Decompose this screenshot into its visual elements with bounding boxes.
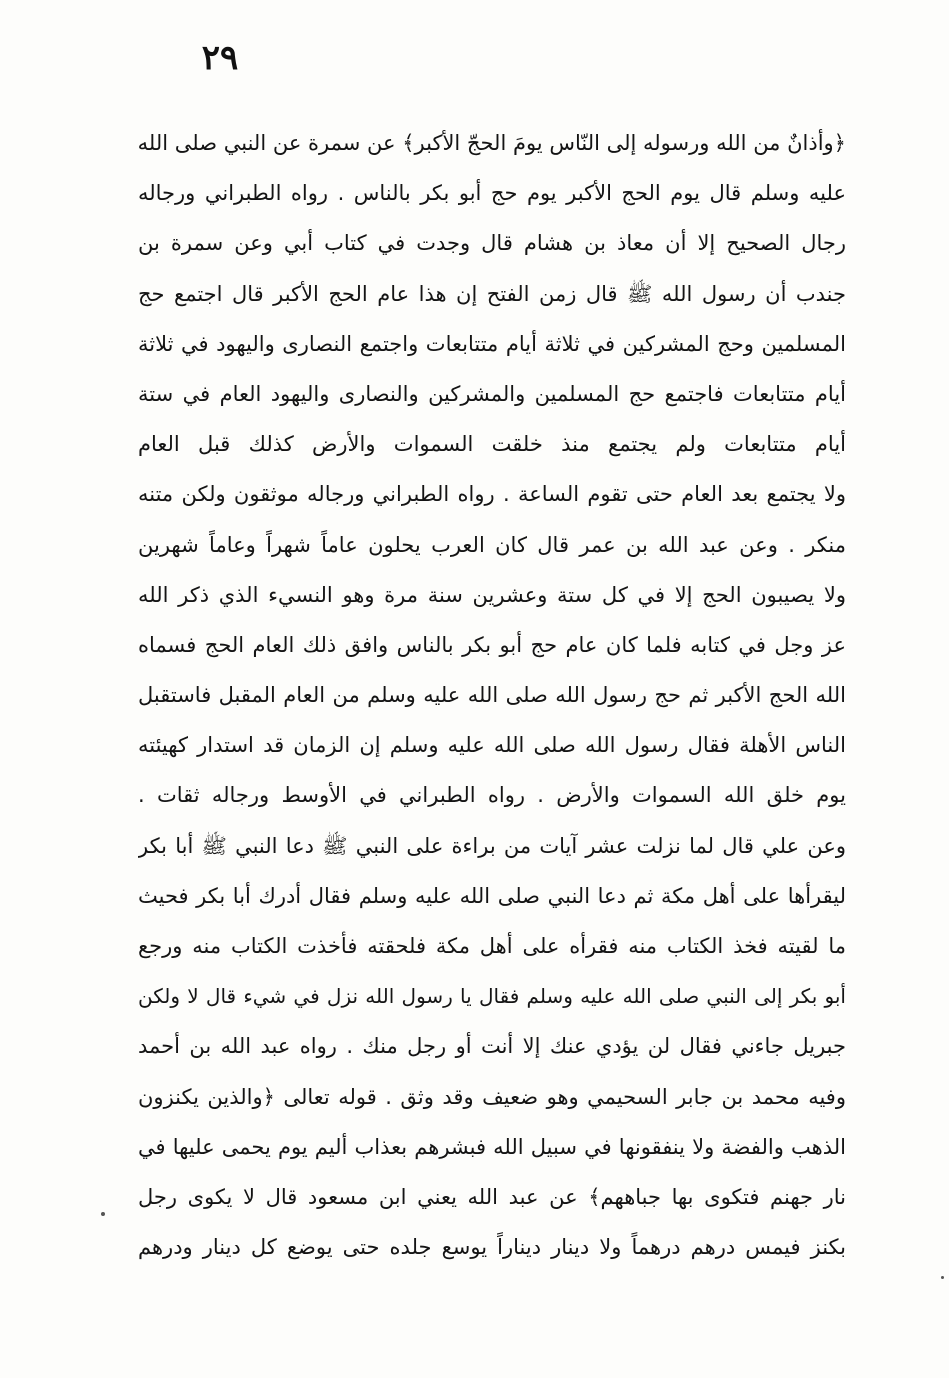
text-line: ولا يجتمع بعد العام حتى تقوم الساعة . رواه الطبراني ورجاله موثقون ولكن متنه bbox=[138, 482, 846, 507]
text-line: الناس الأهلة فقال رسول الله صلى الله عليه وسلم إن الزمان قد استدار كهيئته bbox=[138, 733, 846, 758]
text-line: وفيه محمد بن جابر السحيمي وهو ضعيف وقد وثق . قوله تعالى ﴿والذين يكنزون bbox=[138, 1084, 846, 1109]
text-line: عليه وسلم قال يوم الحج الأكبر يوم حج أبو بكر بالناس . رواه الطبراني ورجاله bbox=[138, 181, 846, 206]
text-line: أبو بكر إلى النبي صلى الله عليه وسلم فقال يا رسول الله نزل في شيء قال لا ولكن bbox=[138, 984, 846, 1009]
ink-speck bbox=[101, 1212, 105, 1216]
text-line: بكنز فيمس درهم درهماً ولا دينار ديناراً يوسع جلده حتى يوضع كل دينار ودرهم bbox=[138, 1235, 846, 1260]
text-line: منكر . وعن عبد الله بن عمر قال كان العرب يحلون عاماً شهراً وعاماً شهرين bbox=[138, 532, 846, 557]
page-number: ٢٩ bbox=[201, 38, 239, 78]
text-line: أيام متتابعات فاجتمع حج المسلمين والمشركين والنصارى واليهود العام في ستة bbox=[138, 381, 846, 406]
text-line: عز وجل في كتابه فلما كان عام حج أبو بكر بالناس وافق ذلك العام الحج فسماه bbox=[138, 632, 846, 657]
text-line: رجال الصحيح إلا أن معاذ بن هشام قال وجدت في كتاب أبي وعن سمرة بن bbox=[138, 231, 846, 256]
text-line: الذهب والفضة ولا ينفقونها في سبيل الله فبشرهم بعذاب أليم يوم يحمى عليها في bbox=[138, 1134, 846, 1159]
text-line: ولا يصيبون الحج إلا في كل ستة وعشرين سنة مرة وهو النسيء الذي ذكر الله bbox=[138, 582, 846, 607]
text-line: يوم خلق الله السموات والأرض . رواه الطبراني في الأوسط ورجاله ثقات . bbox=[138, 783, 846, 808]
text-line: المسلمين وحج المشركين في ثلاثة أيام متتابعات واجتمع النصارى واليهود في ثلاثة bbox=[138, 331, 846, 356]
text-line: نار جهنم فتكوى بها جباههم﴾ عن عبد الله يعني ابن مسعود قال لا يكوى رجل bbox=[138, 1184, 846, 1209]
ink-speck bbox=[941, 1276, 944, 1279]
text-line: ما لقيته فخذ الكتاب منه فقرأه على أهل مكة فلحقته فأخذت الكتاب منه ورجع bbox=[138, 934, 846, 958]
text-line: جندب أن رسول الله ﷺ قال زمن الفتح إن هذا عام الحج الأكبر قال اجتمع حج bbox=[138, 281, 846, 306]
text-line: ﴿وأذانٌ من الله ورسوله إلى النّاس يومَ الحجّ الأكبر﴾ عن سمرة عن النبي صلى الله bbox=[138, 131, 846, 155]
text-line: أيام متتابعات ولم يجتمع منذ خلقت السموات والأرض كذلك قبل العام bbox=[138, 432, 846, 457]
text-line: ليقرأها على أهل مكة ثم دعا النبي صلى الله عليه وسلم فقال أدرك أبا بكر فحيث bbox=[138, 883, 846, 908]
text-line: الله الحج الأكبر ثم حج رسول الله صلى الله عليه وسلم من العام المقبل فاستقبل bbox=[138, 683, 846, 708]
body-text bbox=[138, 118, 846, 1272]
text-line: جبريل جاءني فقال لن يؤدي عنك إلا أنت أو رجل منك . رواه عبد الله بن أحمد bbox=[138, 1034, 846, 1059]
text-line: وعن علي قال لما نزلت عشر آيات من براءة على النبي ﷺ دعا النبي ﷺ أبا بكر bbox=[138, 833, 846, 858]
